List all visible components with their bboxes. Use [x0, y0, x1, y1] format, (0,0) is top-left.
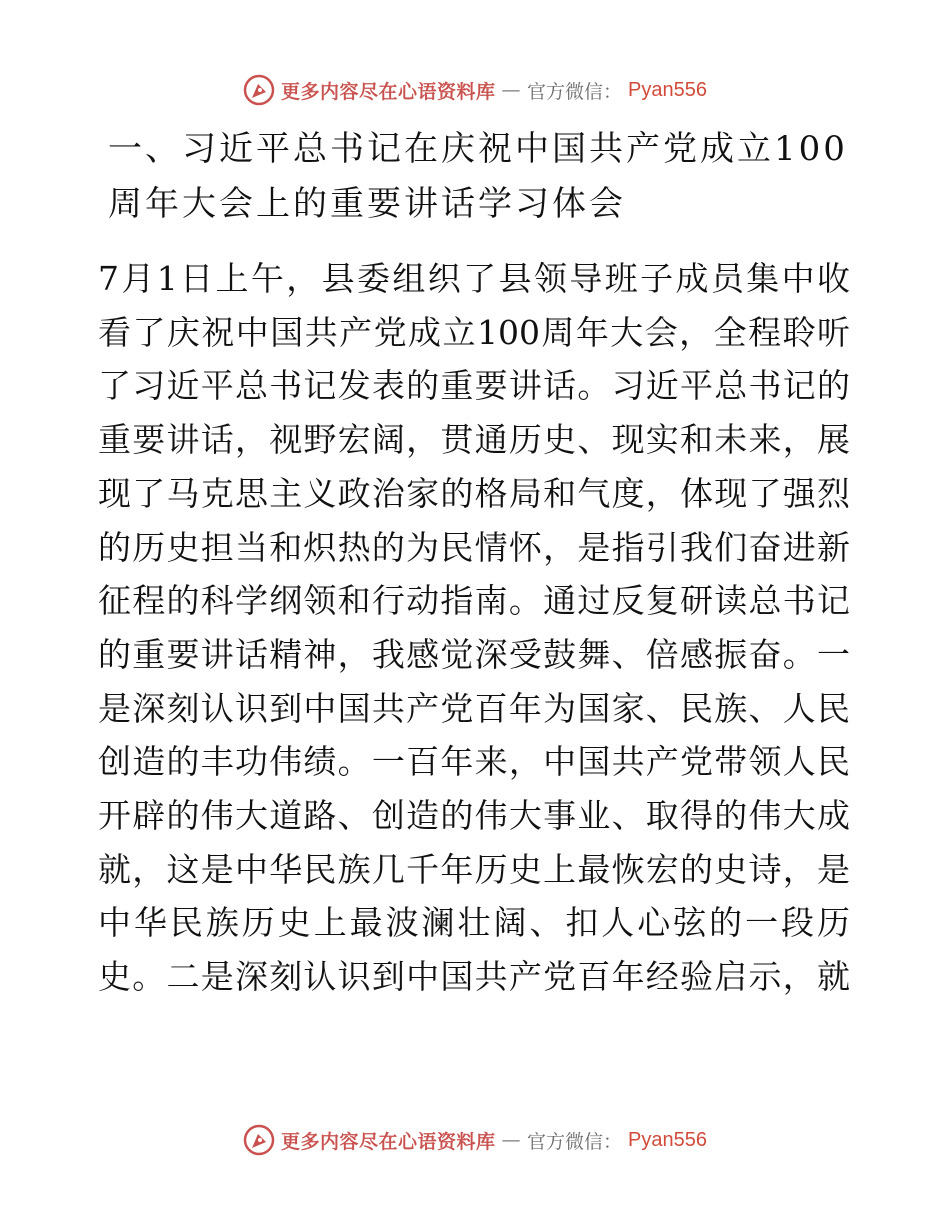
- body-line: 的历史担当和炽热的为民情怀，是指引我们奋进新: [98, 527, 850, 567]
- body-line: 就，这是中华民族几千年历史上最恢宏的史诗，是: [98, 849, 850, 889]
- body-line: 重要讲话，视野宏阔，贯通历史、现实和未来，展: [98, 420, 850, 460]
- body-line: 征程的科学纲领和行动指南。通过反复研读总书记: [98, 581, 850, 621]
- watermark-wechat-id: Pyan556: [628, 1128, 707, 1151]
- watermark-wechat-label: 官方微信：: [527, 1130, 623, 1153]
- body-line: 史。二是深刻认识到中国共产党百年经验启示，就: [98, 957, 850, 997]
- watermark-separator: —: [501, 1129, 522, 1151]
- body-line: 的重要讲话精神，我感觉深受鼓舞、倍感振奋。一: [98, 634, 850, 674]
- body-line: 了习近平总书记发表的重要讲话。习近平总书记的: [98, 366, 850, 406]
- document-title: 一、习近平总书记在庆祝中国共产党成立100周年大会上的重要讲话学习体会: [108, 129, 848, 224]
- body-line: 7月1日上午，县委组织了县领导班子成员集中收: [98, 259, 850, 298]
- body-line: 现了马克思主义政治家的格局和气度，体现了强烈: [98, 473, 850, 513]
- watermark-wechat-label: 官方微信：: [527, 80, 623, 103]
- body-line: 创造的丰功伟绩。一百年来，中国共产党带领人民: [98, 742, 850, 782]
- top-watermark-banner: [0, 70, 950, 110]
- watermark-site-text: 更多内容尽在心语资料库: [281, 80, 496, 103]
- bottom-watermark-banner: [0, 1120, 950, 1160]
- body-line: 中华民族历史上最波澜壮阔、扣人心弦的一段历: [98, 903, 850, 943]
- pen-nib-logo-icon: [243, 74, 275, 106]
- body-line: 开辟的伟大道路、创造的伟大事业、取得的伟大成: [98, 796, 850, 836]
- watermark-wechat-id: Pyan556: [628, 78, 707, 101]
- document-body: [98, 252, 850, 1004]
- watermark-site-text: 更多内容尽在心语资料库: [281, 1130, 496, 1153]
- pen-nib-logo-icon: [243, 1124, 275, 1156]
- body-line: 看了庆祝中国共产党成立100周年大会，全程聆听: [98, 312, 850, 352]
- body-line: 是深刻认识到中国共产党百年为国家、民族、人民: [98, 688, 850, 728]
- watermark-separator: —: [501, 79, 522, 101]
